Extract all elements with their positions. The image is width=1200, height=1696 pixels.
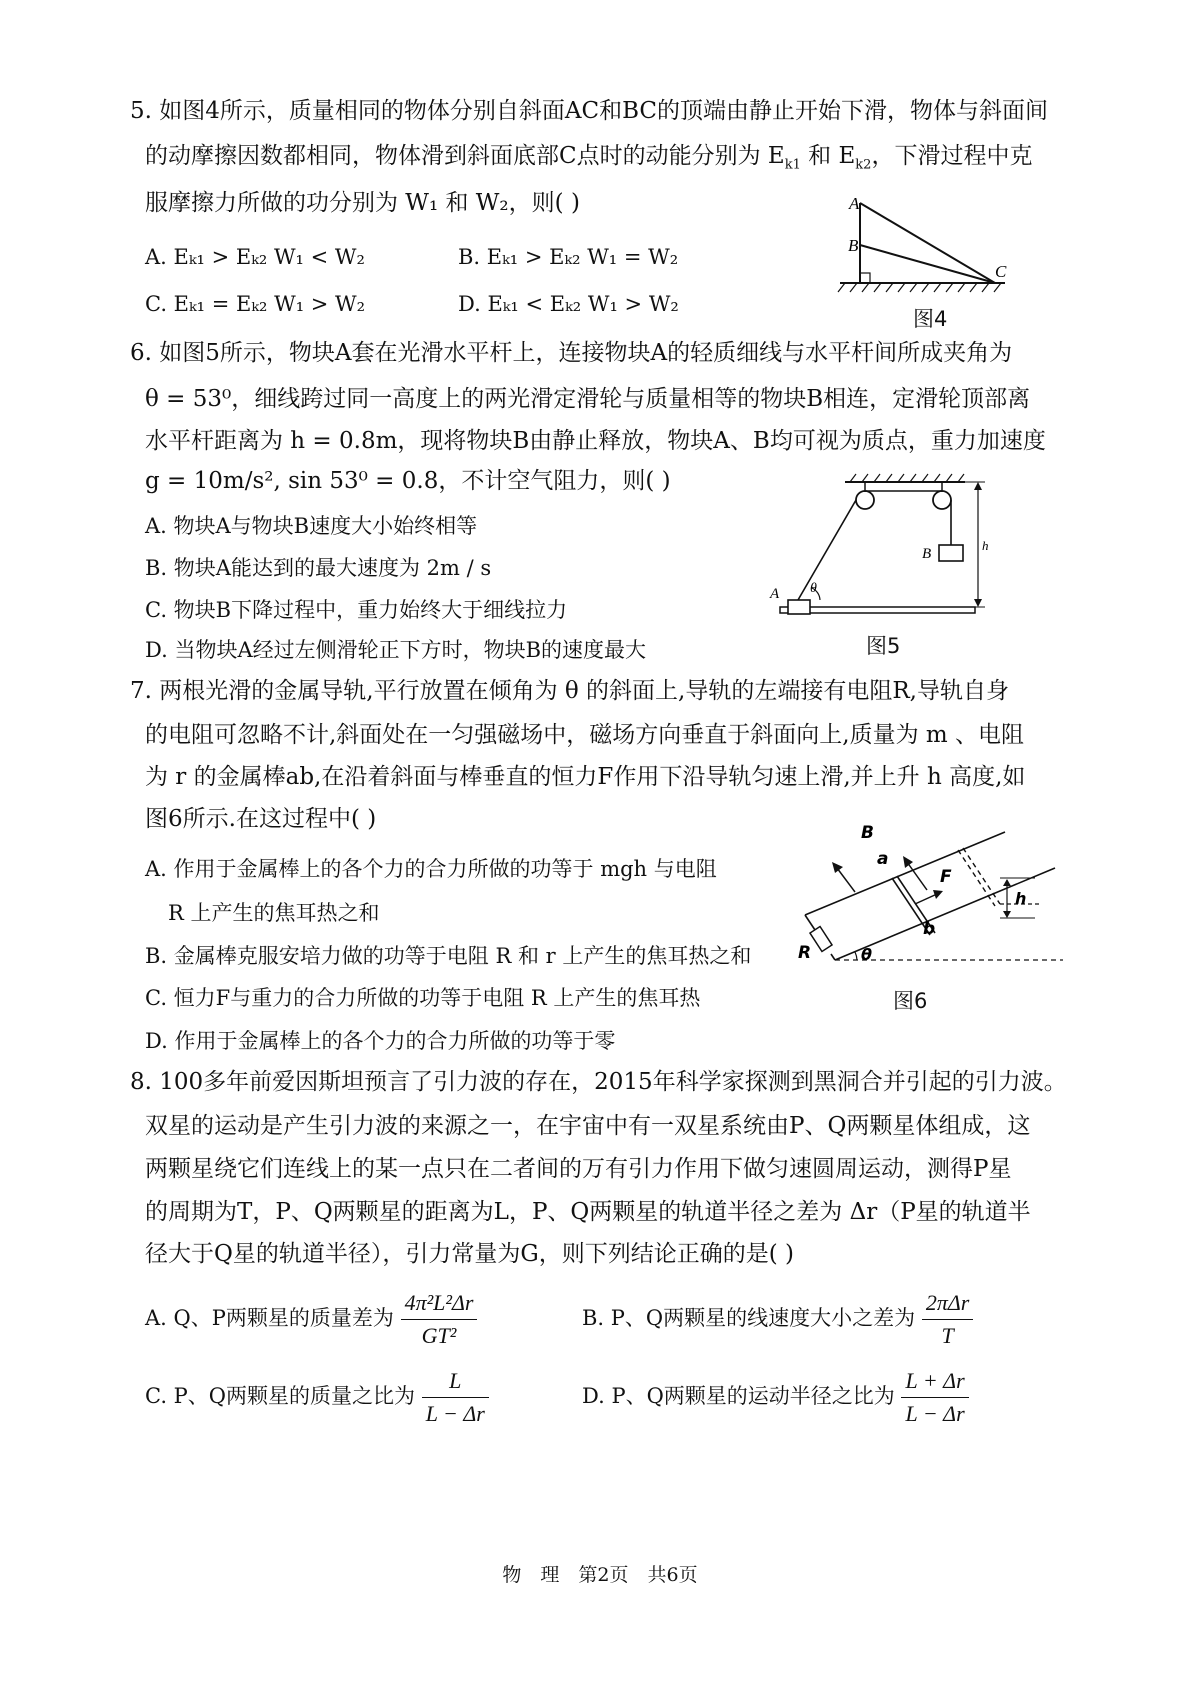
q5-option-a: A. Eₖ₁ > Eₖ₂ W₁ < W₂ xyxy=(145,245,365,269)
q7-line3: 为 r 的金属棒ab,在沿着斜面与棒垂直的恒力F作用下沿导轨匀速上滑,并上升 h 高度,如 xyxy=(145,764,1026,790)
fig6-label-b-field: B xyxy=(861,823,874,843)
fig4-label-b: B xyxy=(848,236,859,255)
q7-option-b: B. 金属棒克服安培力做的功等于电阻 R 和 r 上产生的焦耳热之和 xyxy=(145,944,752,968)
q7-option-c: C. 恒力F与重力的合力所做的功等于电阻 R 上产生的焦耳热 xyxy=(145,986,701,1010)
q6-option-a: A. 物块A与物块B速度大小始终相等 xyxy=(145,514,478,538)
q6-option-d: D. 当物块A经过左侧滑轮正下方时，物块B的速度最大 xyxy=(145,638,647,662)
q5-line3: 服摩擦力所做的功分别为 W₁ 和 W₂，则( ) xyxy=(145,190,580,216)
q7-line2: 的电阻可忽略不计,斜面处在一匀强磁场中，磁场方向垂直于斜面向上,质量为 m 、电阻 xyxy=(145,722,1025,748)
q6-option-b: B. 物块A能达到的最大速度为 2m / s xyxy=(145,556,492,580)
fig6-label-a: a xyxy=(877,849,889,869)
q8-line5: 径大于Q星的轨道半径），引力常量为G，则下列结论正确的是( ) xyxy=(145,1241,794,1267)
fig4-label-c: C xyxy=(995,262,1007,281)
fig5-label-b: B xyxy=(922,546,932,562)
q5-option-d: D. Eₖ₁ < Eₖ₂ W₁ > W₂ xyxy=(458,292,679,316)
figure-5-pulley-system xyxy=(760,470,990,630)
q8-option-c: C. P、Q两颗星的质量之比为 $\frac{L}{L - \Delta r}$ xyxy=(145,1368,489,1427)
q8-option-b: B. P、Q两颗星的线速度大小之差为 $\frac{\text{2πΔr}}{T}$ xyxy=(582,1290,973,1349)
figure-6-caption: 图6 xyxy=(893,989,928,1013)
fig4-label-a: A xyxy=(849,194,860,213)
q6-option-c: C. 物块B下降过程中，重力始终大于细线拉力 xyxy=(145,598,568,622)
q8-option-d-fraction: $\frac{L + \Delta r}{L - \Delta r}$ xyxy=(901,1368,968,1427)
q7-line4: 图6所示.在这过程中( ) xyxy=(145,806,377,832)
q8-line1: 8. 100多年前爱因斯坦预言了引力波的存在，2015年科学家探测到黑洞合并引起的引力波。 xyxy=(130,1069,1067,1095)
figure-5-caption: 图5 xyxy=(866,634,901,658)
fig5-label-theta: θ xyxy=(810,581,817,596)
q5-line2: 的动摩擦因数都相同，物体滑到斜面底部C点时的动能分别为 $E_{k1}$ 和 $E_{k2}$，下滑过程中克 xyxy=(145,143,1033,173)
fig6-label-h: h xyxy=(1015,889,1027,908)
q6-line4: g = 10m/s², sin 53⁰ = 0.8，不计空气阻力，则( ) xyxy=(145,468,671,494)
fig6-label-b: b xyxy=(923,919,936,939)
q7-option-a-line1: A. 作用于金属棒上的各个力的合力所做的功等于 mgh 与电阻 xyxy=(145,857,717,881)
q7-option-a-line2: R 上产生的焦耳热之和 xyxy=(168,901,380,925)
q7-line1: 7. 两根光滑的金属导轨,平行放置在倾角为 θ 的斜面上,导轨的左端接有电阻R,导轨自身 xyxy=(130,678,1009,704)
q8-option-d: D. P、Q两颗星的运动半径之比为 $\frac{L + \Delta r}{L - \Delta r}$ xyxy=(582,1368,969,1427)
q5-option-c: C. Eₖ₁ = Eₖ₂ W₁ > W₂ xyxy=(145,292,366,316)
fig6-label-f: F xyxy=(940,867,952,887)
q6-line3: 水平杆距离为 h = 0.8m，现将物块B由静止释放，物块A、B均可视为质点，重力加速度 xyxy=(145,428,1046,454)
figure-6-rails-on-incline xyxy=(795,820,1065,970)
figure-4-caption: 图4 xyxy=(913,307,948,331)
figure-4-inclined-planes xyxy=(835,185,1015,300)
q6-line2: θ = 53⁰，细线跨过同一高度上的两光滑定滑轮与质量相等的物块B相连，定滑轮顶部离 xyxy=(145,386,1031,412)
fig6-label-r: R xyxy=(798,943,812,963)
fig5-label-a: A xyxy=(770,586,780,602)
q5-line1: 5. 如图4所示，质量相同的物体分别自斜面AC和BC的顶端由静止开始下滑，物体与斜面间 xyxy=(130,98,1049,124)
q6-line1: 6. 如图5所示，物块A套在光滑水平杆上，连接物块A的轻质细线与水平杆间所成夹角为 xyxy=(130,340,1013,366)
q8-line4: 的周期为T，P、Q两颗星的距离为L，P、Q两颗星的轨道半径之差为 Δr（P星的轨道半 xyxy=(145,1199,1031,1225)
q8-line2: 双星的运动是产生引力波的来源之一，在宇宙中有一双星系统由P、Q两颗星体组成，这 xyxy=(145,1113,1031,1139)
q8-option-a-fraction: $\frac{\text{4π²L²Δr}}{\text{GT²}}$ xyxy=(401,1290,478,1349)
q7-option-d: D. 作用于金属棒上的各个力的合力所做的功等于零 xyxy=(145,1029,616,1053)
q5-option-b: B. Eₖ₁ > Eₖ₂ W₁ = W₂ xyxy=(458,245,679,269)
q8-option-a: A. Q、P两颗星的质量差为 $\frac{\text{4π²L²Δr}}{\text{GT²}}$ xyxy=(145,1290,477,1349)
q8-option-c-fraction: $\frac{L}{L - \Delta r}$ xyxy=(422,1368,489,1427)
q8-option-b-fraction: $\frac{\text{2πΔr}}{T}$ xyxy=(922,1290,974,1349)
q8-line3: 两颗星绕它们连线上的某一点只在二者间的万有引力作用下做匀速圆周运动，测得P星 xyxy=(145,1156,1012,1182)
fig6-label-theta: θ xyxy=(861,945,872,964)
page-footer: 物 理 第2页 共6页 xyxy=(502,1564,698,1586)
fig5-label-h: h xyxy=(982,538,989,553)
